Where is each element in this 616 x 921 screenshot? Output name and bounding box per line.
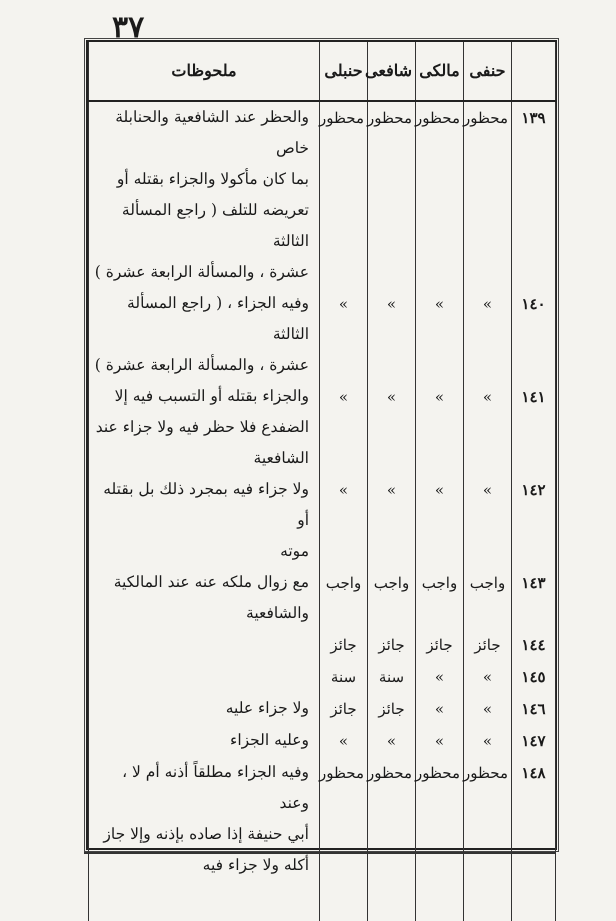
ruling-text: »: [386, 732, 397, 750]
row-number: ١٤٠: [512, 288, 556, 381]
ruling-text: »: [434, 388, 445, 406]
ruling-text: جائز: [474, 636, 501, 654]
maliki-ruling: [416, 567, 464, 629]
notes-cell: [89, 288, 320, 381]
header-notes: ملحوظات: [89, 42, 320, 101]
ruling-text: واجب: [469, 574, 506, 592]
shafii-ruling: [368, 693, 416, 725]
maliki-ruling: [416, 629, 464, 661]
header-hanbali: حنبلى: [320, 42, 368, 101]
ruling-text: »: [482, 700, 493, 718]
notes-line: ولا جزاء عليه: [225, 699, 309, 717]
row-number: ١٤٦: [512, 693, 556, 725]
shafii-ruling: [368, 288, 416, 381]
hanafi-ruling: [464, 693, 512, 725]
row-number: ١٤٣: [512, 567, 556, 629]
notes-cell: [89, 381, 320, 474]
maliki-ruling: [416, 757, 464, 881]
hanbali-ruling: [320, 288, 368, 381]
ruling-text: جائز: [330, 700, 357, 718]
maliki-ruling: [416, 474, 464, 567]
shafii-ruling: [368, 567, 416, 629]
ruling-text: »: [434, 481, 445, 499]
empty-cell: [320, 881, 368, 921]
hanafi-ruling: [464, 757, 512, 881]
ruling-text: واجب: [421, 574, 458, 592]
table-row: [89, 288, 556, 381]
notes-line: وفيه الجزاء ، ( راجع المسألة الثالثة: [127, 294, 309, 343]
notes-cell: [89, 567, 320, 629]
notes-line: بما كان مأكولا والجزاء بقتله أو: [116, 170, 309, 188]
ruling-text: محظور: [462, 109, 508, 127]
ruling-text: محظور: [366, 764, 412, 782]
page-number: ٣٧: [112, 10, 145, 45]
maliki-ruling: [416, 288, 464, 381]
hanbali-ruling: [320, 381, 368, 474]
ruling-text: سنة: [378, 668, 405, 686]
notes-line: عشرة ، والمسألة الرابعة عشرة ): [94, 263, 309, 281]
row-number: ١٤٧: [512, 725, 556, 757]
notes-line: مع زوال ملكه عنه عند المالكية: [113, 573, 309, 591]
header-shafii: شافعى: [368, 42, 416, 101]
hanbali-ruling: [320, 567, 368, 629]
maliki-ruling: [416, 381, 464, 474]
ruling-text: محظور: [462, 764, 508, 782]
notes-cell: [89, 101, 320, 288]
ruling-text: محظور: [318, 764, 364, 782]
hanafi-ruling: [464, 629, 512, 661]
hanbali-ruling: [320, 101, 368, 288]
table-row: [89, 693, 556, 725]
ruling-text: »: [338, 732, 349, 750]
shafii-ruling: [368, 381, 416, 474]
hanafi-ruling: [464, 381, 512, 474]
maliki-ruling: [416, 693, 464, 725]
notes-cell: [89, 693, 320, 725]
notes-line: وفيه الجزاء مطلقاً أذنه أم لا ، وعند: [122, 763, 309, 812]
notes-line: أبي حنيفة إذا صاده بإذنه وإلا جاز: [103, 825, 309, 843]
empty-cell: [416, 881, 464, 921]
rulings-table: [88, 42, 556, 921]
ruling-text: »: [434, 295, 445, 313]
ruling-text: محظور: [414, 764, 460, 782]
ruling-text: محظور: [318, 109, 364, 127]
shafii-ruling: [368, 725, 416, 757]
shafii-ruling: [368, 101, 416, 288]
row-number: ١٤٨: [512, 757, 556, 881]
ruling-text: »: [482, 388, 493, 406]
table-row: [89, 661, 556, 693]
header-hanafi: حنفى: [464, 42, 512, 101]
ruling-text: »: [482, 668, 493, 686]
ruling-text: جائز: [378, 700, 405, 718]
row-number: ١٣٩: [512, 101, 556, 288]
table-body: [89, 101, 556, 921]
ruling-text: »: [434, 732, 445, 750]
hanbali-ruling: [320, 693, 368, 725]
ruling-text: »: [482, 295, 493, 313]
empty-cell: [368, 881, 416, 921]
hanafi-ruling: [464, 567, 512, 629]
maliki-ruling: [416, 101, 464, 288]
hanafi-ruling: [464, 474, 512, 567]
row-number: ١٤٤: [512, 629, 556, 661]
ruling-text: »: [338, 295, 349, 313]
empty-cell: [464, 881, 512, 921]
ruling-text: »: [434, 668, 445, 686]
ruling-text: واجب: [373, 574, 410, 592]
shafii-ruling: [368, 661, 416, 693]
shafii-ruling: [368, 629, 416, 661]
notes-line: موته: [280, 542, 309, 560]
notes-line: الشافعية: [253, 449, 309, 467]
empty-cell: [89, 881, 320, 921]
row-number: ١٤١: [512, 381, 556, 474]
ruling-text: »: [386, 388, 397, 406]
table-row: [89, 567, 556, 629]
table-frame: [86, 40, 557, 874]
notes-line: عشرة ، والمسألة الرابعة عشرة ): [94, 356, 309, 374]
ruling-text: »: [482, 732, 493, 750]
ruling-text: سنة: [330, 668, 357, 686]
row-number: ١٤٥: [512, 661, 556, 693]
hanbali-ruling: [320, 629, 368, 661]
ruling-text: »: [386, 295, 397, 313]
notes-line: والشافعية: [246, 604, 309, 622]
notes-line: والحظر عند الشافعية والحنابلة خاص: [115, 108, 309, 157]
notes-cell: [89, 661, 320, 693]
hanafi-ruling: [464, 288, 512, 381]
ruling-text: واجب: [325, 574, 362, 592]
filler-row: [89, 881, 556, 921]
hanbali-ruling: [320, 725, 368, 757]
notes-cell: [89, 629, 320, 661]
header-row: [89, 42, 556, 101]
header-maliki: مالكى: [416, 42, 464, 101]
maliki-ruling: [416, 725, 464, 757]
notes-line: الضفدع فلا حظر فيه ولا جزاء عند: [95, 418, 309, 436]
empty-cell: [512, 881, 556, 921]
notes-line: ولا جزاء فيه بمجرد ذلك بل بقتله أو: [103, 480, 309, 529]
hanafi-ruling: [464, 101, 512, 288]
table-row: [89, 381, 556, 474]
bottom-rule: [84, 852, 555, 854]
hanbali-ruling: [320, 474, 368, 567]
table-row: [89, 101, 556, 288]
ruling-text: جائز: [378, 636, 405, 654]
table-row: [89, 757, 556, 881]
ruling-text: »: [386, 481, 397, 499]
hanafi-ruling: [464, 661, 512, 693]
notes-line: وعليه الجزاء: [230, 731, 309, 749]
notes-cell: [89, 757, 320, 881]
notes-cell: [89, 474, 320, 567]
row-number: ١٤٢: [512, 474, 556, 567]
ruling-text: »: [434, 700, 445, 718]
table-row: [89, 474, 556, 567]
shafii-ruling: [368, 474, 416, 567]
ruling-text: »: [338, 481, 349, 499]
notes-cell: [89, 725, 320, 757]
ruling-text: محظور: [414, 109, 460, 127]
notes-line: تعريضه للتلف ( راجع المسألة الثالثة: [121, 201, 309, 250]
shafii-ruling: [368, 757, 416, 881]
ruling-text: جائز: [330, 636, 357, 654]
ruling-text: محظور: [366, 109, 412, 127]
maliki-ruling: [416, 661, 464, 693]
header-number: [512, 42, 556, 101]
ruling-text: جائز: [426, 636, 453, 654]
ruling-text: »: [482, 481, 493, 499]
notes-line: والجزاء بقتله أو التسبب فيه إلا: [114, 387, 309, 405]
table-row: [89, 725, 556, 757]
hanbali-ruling: [320, 661, 368, 693]
hanbali-ruling: [320, 757, 368, 881]
notes-line: أكله ولا جزاء فيه: [202, 856, 309, 874]
table-row: [89, 629, 556, 661]
ruling-text: »: [338, 388, 349, 406]
hanafi-ruling: [464, 725, 512, 757]
